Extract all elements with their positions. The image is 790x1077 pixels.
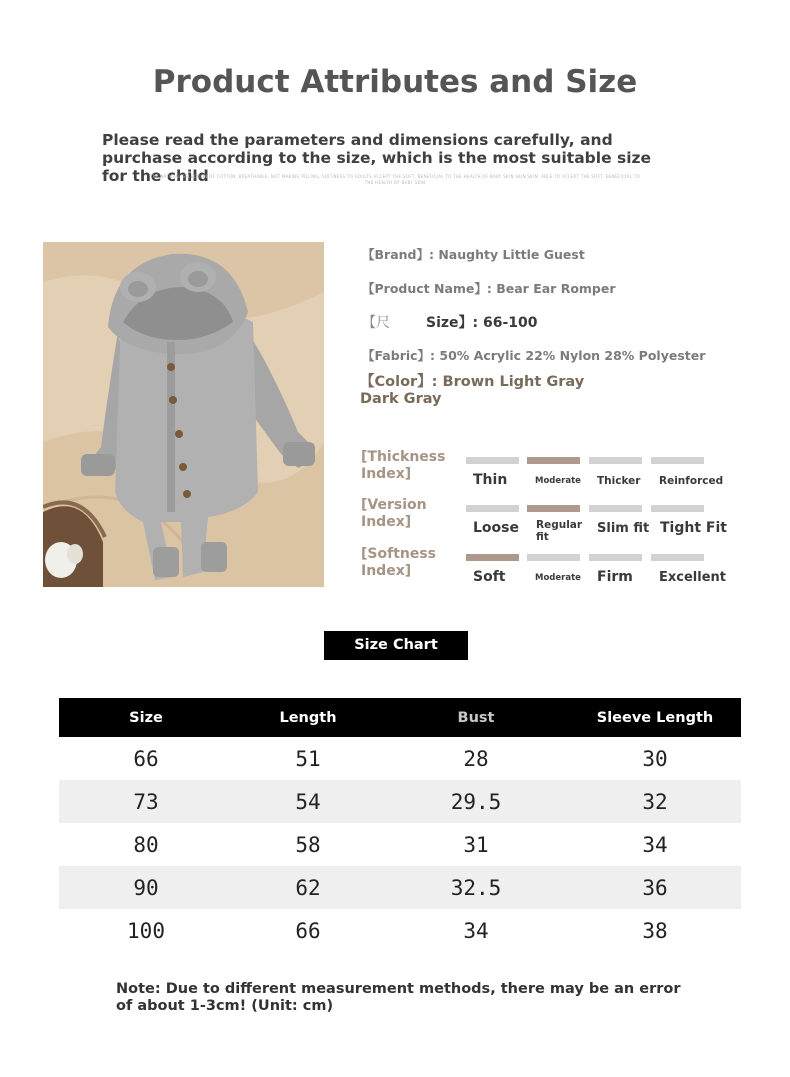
softness-bar-4 (651, 554, 704, 561)
table-cell: 51 (295, 746, 321, 771)
table-cell: 66 (133, 746, 159, 771)
column-header-sleeve: Sleeve Length (569, 698, 741, 737)
table-cell: 31 (463, 832, 489, 857)
thickness-bar-4 (651, 457, 704, 464)
softness-option: Moderate (535, 573, 581, 583)
table-cell: 54 (233, 780, 383, 823)
thickness-bar-3 (589, 457, 642, 464)
version-index-label: [Version Index] (361, 497, 427, 530)
thickness-option: Thicker (597, 475, 641, 487)
table-header-row (59, 698, 741, 737)
softness-option: Excellent (659, 570, 726, 585)
size-chart-heading: Size Chart (324, 631, 468, 660)
thickness-option: Reinforced (659, 475, 724, 487)
thickness-bar-1 (466, 457, 519, 464)
table-cell: 38 (642, 918, 668, 943)
table-cell: 29.5 (383, 780, 569, 823)
softness-option: Firm (597, 569, 633, 585)
softness-bar-1 (466, 554, 519, 561)
brand-attribute: 【Brand】: Naughty Little Guest (362, 247, 585, 262)
table-cell: 28 (463, 746, 489, 771)
table-cell: 90 (59, 866, 233, 909)
version-option: Loose (473, 520, 519, 536)
version-option: Slim fit (597, 521, 650, 536)
color-attribute: 【Color】: Brown Light Gray Dark Gray (360, 374, 585, 407)
thickness-bar-2 (527, 457, 580, 464)
table-cell: 36 (569, 866, 741, 909)
softness-index-label: [Softness Index] (361, 546, 437, 579)
table-row (59, 737, 741, 780)
version-bar-3 (589, 505, 642, 512)
thickness-option: Moderate (535, 476, 581, 486)
version-option: Tight Fit (660, 520, 727, 536)
softness-option: Soft (473, 569, 506, 585)
measurement-note: Note: Due to different measurement methods, there may be an error of about 1-3cm! (Unit: cm) (116, 981, 681, 1014)
subtitle: Please read the parameters and dimensions carefully, and purchase according to the size, which is the most suitable size for the child (102, 131, 652, 185)
size-table (59, 698, 741, 952)
column-header-size: Size (59, 698, 233, 737)
table-row (59, 866, 741, 909)
table-cell: 62 (233, 866, 383, 909)
product-photo (43, 242, 324, 587)
fine-print: THE NATURAL SELECTION OF COTTON, BREATHABLE, NOT MAKING PILLING, SOFTNESS TO ADULTS ACCEPT THE SOFT, BENEFICIAL TO THE HEALTH OF BABY SKIN SKIN SKIN, ABLE TO ACCEPT THE SOFT, BENEFICIAL TO THE HEALTH OF BABY SKIN (150, 174, 641, 185)
column-header-length: Length (233, 698, 383, 737)
version-bar-2 (527, 505, 580, 512)
table-cell: 58 (295, 832, 321, 857)
table-row (59, 909, 741, 952)
table-cell: 73 (59, 780, 233, 823)
table-cell: 34 (642, 832, 668, 857)
size-attribute (362, 312, 538, 332)
softness-bar-2 (527, 554, 580, 561)
version-bar-4 (651, 505, 704, 512)
table-cell: 66 (295, 918, 321, 943)
softness-bar-3 (589, 554, 642, 561)
table-cell: 32.5 (383, 866, 569, 909)
thickness-option: Thin (473, 472, 508, 488)
table-row (59, 780, 741, 823)
version-bar-1 (466, 505, 519, 512)
table-cell: 30 (642, 746, 668, 771)
column-header-bust: Bust (383, 698, 569, 737)
size-value: Size】: 66-100 (426, 315, 538, 331)
fabric-attribute: 【Fabric】: 50% Acrylic 22% Nylon 28% Polyester (362, 348, 706, 363)
product-name-attribute: 【Product Name】: Bear Ear Romper (362, 281, 616, 296)
table-row (59, 823, 741, 866)
page-title: Product Attributes and Size (152, 64, 638, 100)
table-cell: 32 (569, 780, 741, 823)
version-option: Regular fit (536, 519, 583, 543)
table-cell: 80 (133, 832, 159, 857)
table-cell: 100 (127, 918, 165, 943)
table-cell: 34 (463, 918, 489, 943)
size-prefix: 【尺 (362, 315, 390, 331)
thickness-index-label: [Thickness Index] (361, 449, 446, 482)
